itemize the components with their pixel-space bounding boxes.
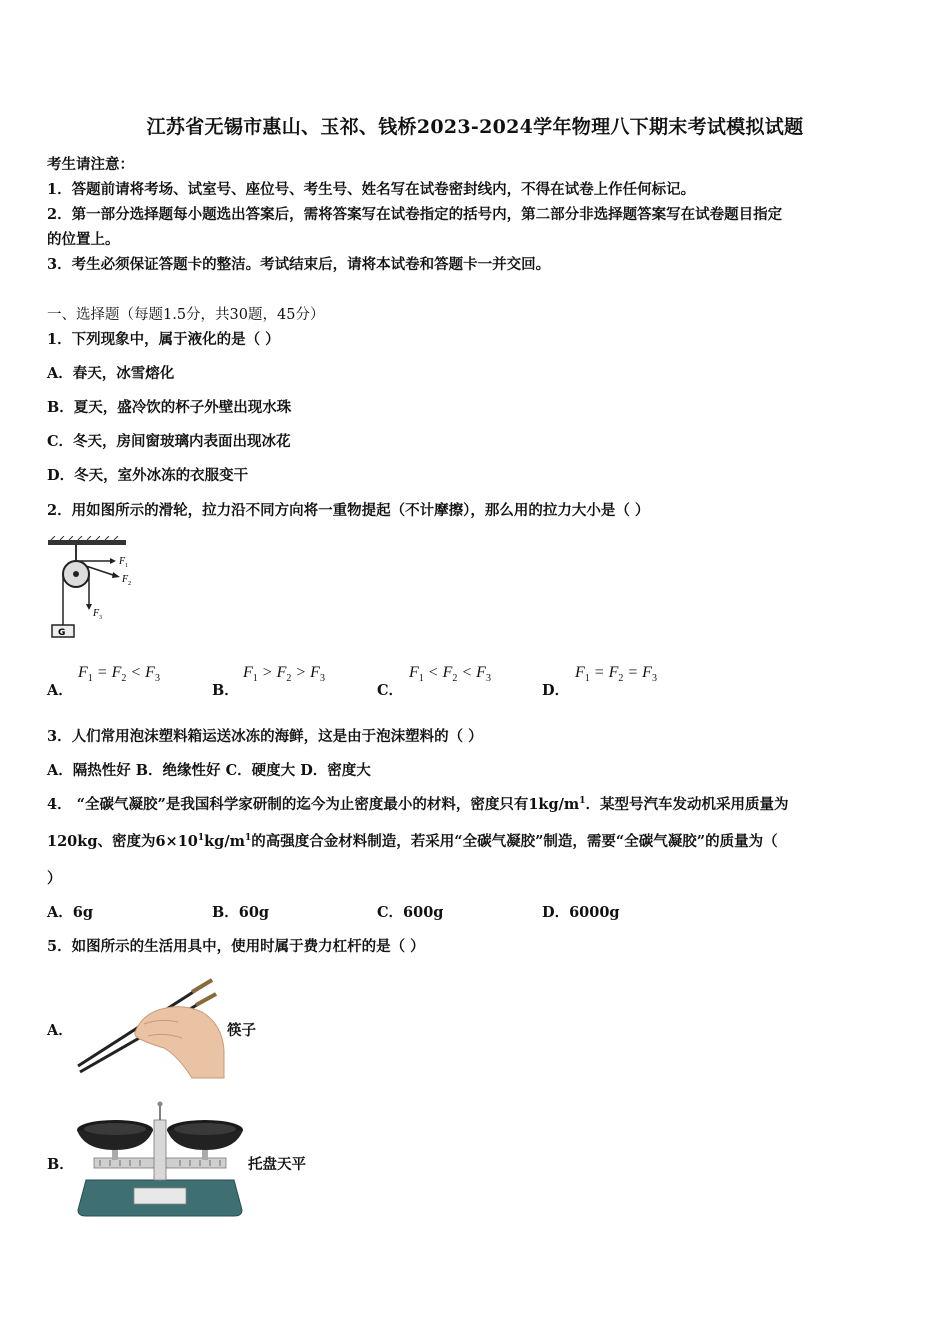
exam-title: 江苏省无锡市惠山、玉祁、钱桥2023-2024学年物理八下期末考试模拟试题 xyxy=(146,116,804,138)
q4-option-c: C．600g xyxy=(377,904,444,921)
f1-label: F xyxy=(119,556,126,567)
section-heading: 一、选择题（每题1.5分，共30题，45分） xyxy=(47,307,325,323)
q4-option-d: D．6000g xyxy=(542,904,620,921)
q2-option-a-formula: $F_1 = F_2 < F_3$ xyxy=(78,664,160,685)
q1-option-b: B．夏天，盛冷饮的杯子外壁出现水珠 xyxy=(47,399,292,416)
q2-option-b-formula: $F_1 > F_2 > F_3$ xyxy=(243,664,325,685)
notice-heading: 考生请注意： xyxy=(47,156,134,173)
q4-option-a: A．6g xyxy=(47,904,93,921)
f2-sub: 2 xyxy=(128,581,131,587)
q2-option-a-letter: A． xyxy=(47,682,73,699)
q2-option-c-formula: $F_1 < F_2 < F_3$ xyxy=(409,664,491,685)
q3-options: A．隔热性好 B．绝缘性好 C．硬度大 D．密度大 xyxy=(47,762,371,779)
pulley-figure xyxy=(46,536,146,642)
block-label: G xyxy=(58,628,66,638)
q1-option-d: D．冬天，室外冰冻的衣服变干 xyxy=(47,467,249,484)
q5-stem: 5．如图所示的生活用具中，使用时属于费力杠杆的是（ ） xyxy=(47,938,425,955)
q2-option-d-letter: D． xyxy=(542,682,570,699)
q2-option-c-letter: C． xyxy=(377,682,404,699)
q4-option-b: B．60g xyxy=(212,904,270,921)
notice-item-1: 1．答题前请将考场、试室号、座位号、考生号、姓名写在试卷密封线内，不得在试卷上作任何标记。 xyxy=(47,181,696,198)
q2-option-d-formula: $F_1 = F_2 = F_3$ xyxy=(575,664,657,685)
q1-option-a: A．春天，冰雪熔化 xyxy=(47,365,175,382)
q2-stem: 2．用如图所示的滑轮，拉力沿不同方向将一重物提起（不计摩擦），那么用的拉力大小是（ ） xyxy=(47,502,650,519)
q4-stem-line3: ） xyxy=(47,870,62,887)
q4-stem-line2: 120kg、密度为$6\times 10^1kg/m^1$的高强度合金材料制造，若采用“全碳气凝胶”制造，需要“全碳气凝胶”的质量为（ xyxy=(47,833,778,850)
q4-stem-line1: 4． “全碳气凝胶”是我国科学家研制的迄今为止密度最小的材料，密度只有$1kg/m^1$．某型号汽车发动机采用质量为 xyxy=(47,796,789,813)
notice-item-2: 2．第一部分选择题每小题选出答案后，需将答案写在试卷指定的括号内，第二部分非选择题答案写在试卷题目指定 xyxy=(47,206,783,223)
q3-stem: 3．人们常用泡沫塑料箱运送冰冻的海鲜，这是由于泡沫塑料的（ ） xyxy=(47,728,483,745)
notice-item-3: 3．考生必须保证答题卡的整洁。考试结束后，请将本试卷和答题卡一并交回。 xyxy=(47,256,551,273)
q2-option-b-letter: B． xyxy=(212,682,239,699)
q1-stem: 1．下列现象中，属于液化的是（ ） xyxy=(47,331,280,348)
q1-option-c: C．冬天，房间窗玻璃内表面出现冰花 xyxy=(47,433,291,450)
q5-option-a-letter: A． xyxy=(47,1022,73,1039)
f3-label: F xyxy=(93,608,100,619)
q5-option-a-label: 筷子 xyxy=(227,1022,256,1039)
notice-item-2-cont: 的位置上。 xyxy=(47,231,120,248)
f2-label: F xyxy=(122,574,129,585)
q5-option-b-letter: B． xyxy=(47,1156,74,1173)
chopsticks-image xyxy=(74,972,226,1080)
q5-option-b-label: 托盘天平 xyxy=(248,1156,306,1173)
balance-scale-image xyxy=(74,1100,246,1218)
f1-sub: 1 xyxy=(125,563,128,569)
f3-sub: 3 xyxy=(99,615,102,621)
